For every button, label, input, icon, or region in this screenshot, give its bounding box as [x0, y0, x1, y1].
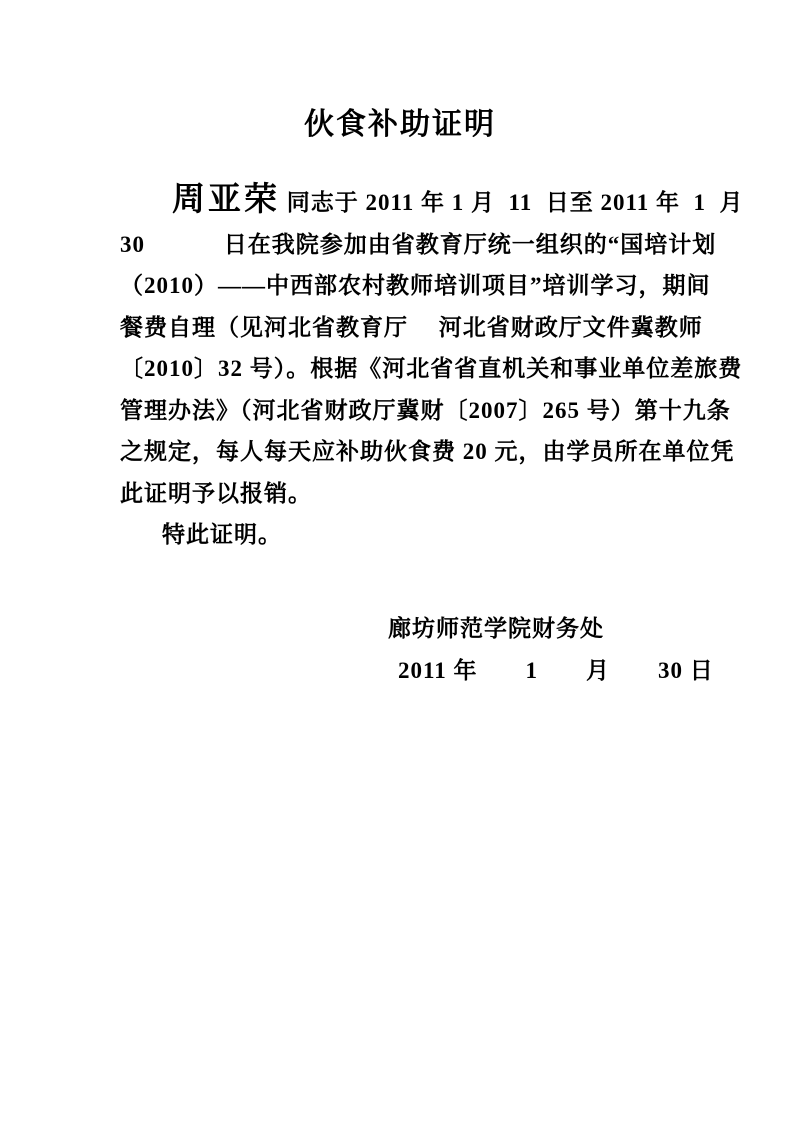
body-line-2: 30 日在我院参加由省教育厅统一组织的“国培计划	[120, 231, 717, 257]
body-line-7: 之规定，每人每天应补助伙食费 20 元，由学员所在单位凭	[120, 439, 735, 464]
document-body	[120, 180, 744, 556]
body-line-1-text: 同志于 2011 年 1 月 11 日至 2011 年 1 月	[280, 190, 744, 215]
closing-statement: 特此证明。	[162, 522, 282, 547]
body-line-8: 此证明予以报销。	[120, 480, 312, 506]
document-title: 伙食补助证明	[304, 108, 496, 141]
body-line-5: 〔2010〕32 号）。根据《河北省省直机关和事业单位差旅费	[120, 356, 743, 381]
body-line-3: （2010）——中西部农村教师培训项目”培训学习，期间	[120, 273, 711, 298]
body-line-6: 管理办法》（河北省财政厅冀财〔2007〕265 号）第十九条	[120, 397, 731, 423]
body-line-4: 餐费自理（见河北省教育厅 河北省财政厅文件冀教师	[120, 314, 703, 340]
signature-organization: 廊坊师范学院财务处	[388, 616, 604, 641]
body-line-1	[120, 180, 744, 224]
signature-date: 2011 年 1 月 30 日	[398, 658, 714, 683]
person-name: 周亚荣	[172, 182, 280, 218]
